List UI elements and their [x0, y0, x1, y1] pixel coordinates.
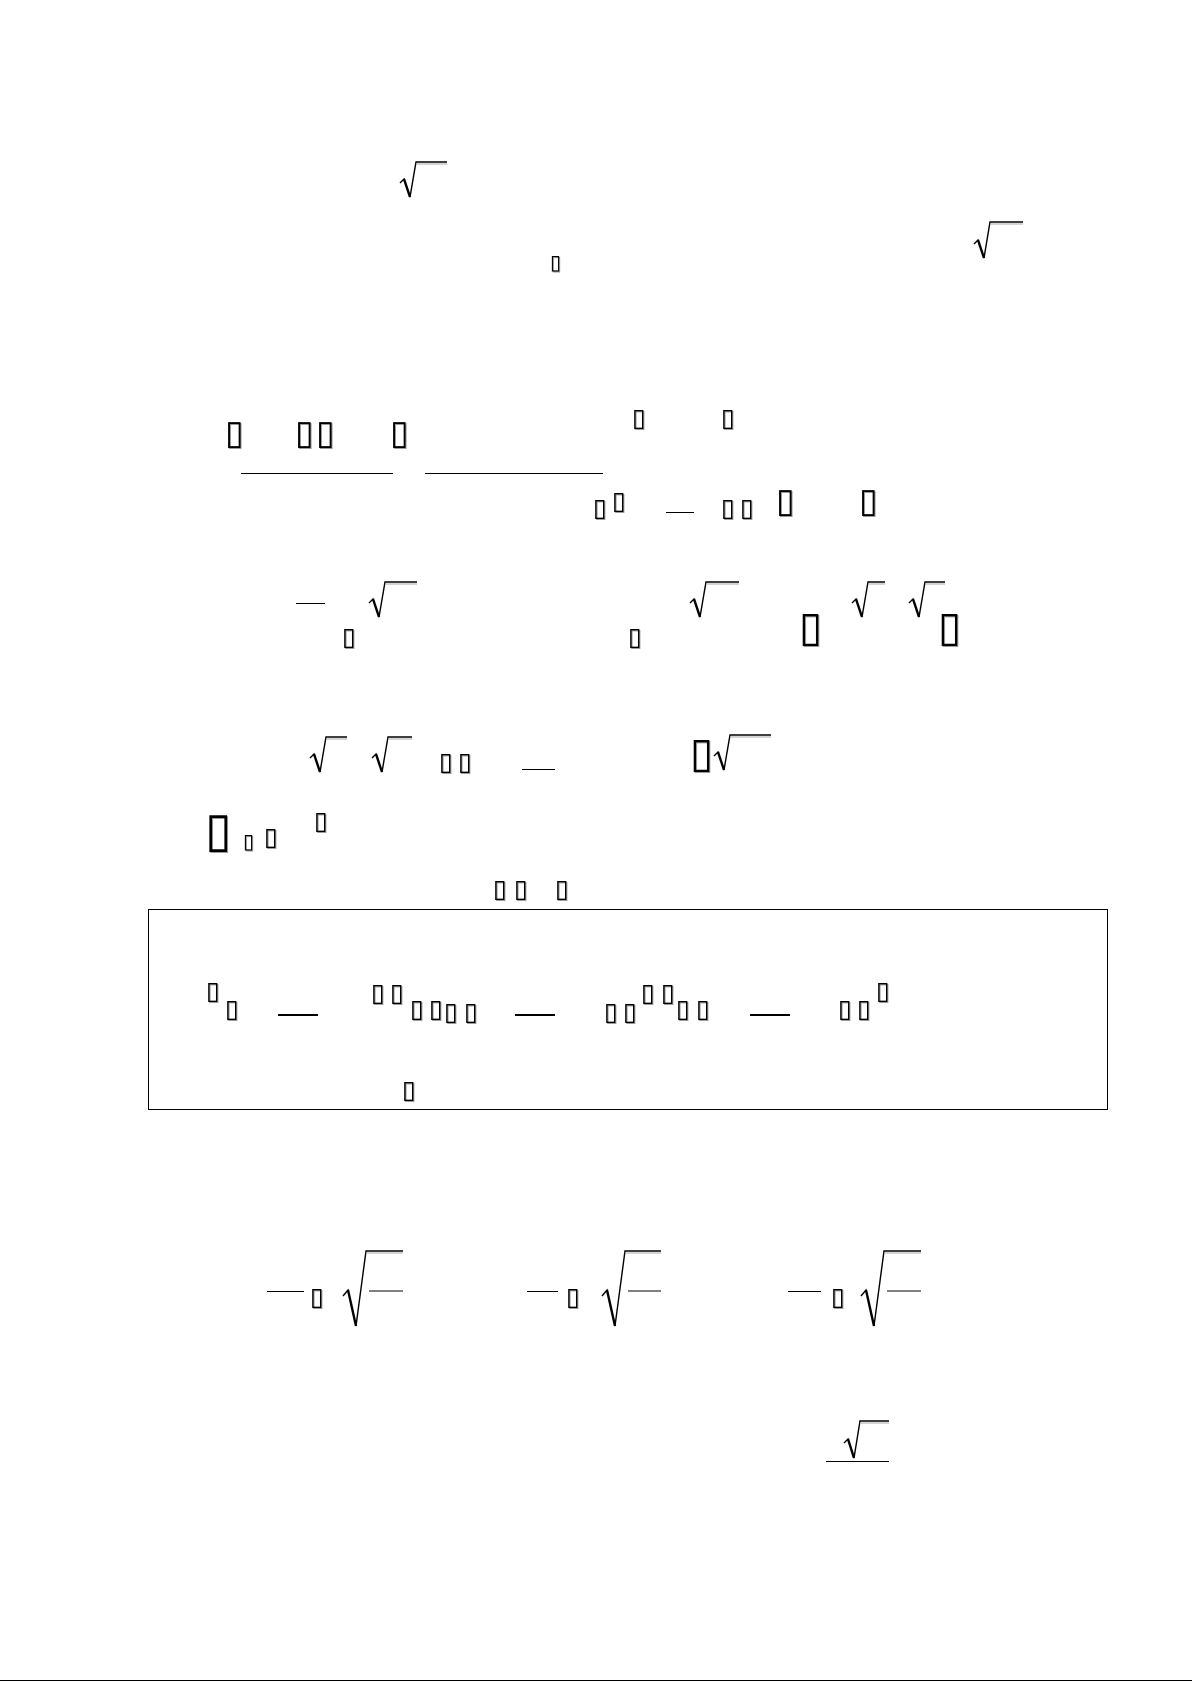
unrendered-glyph: ▯: [721, 493, 735, 522]
unrendered-glyph: ▯: [641, 978, 655, 1007]
unrendered-glyph: ▯: [316, 413, 335, 453]
unrendered-glyph: ▯: [604, 997, 618, 1026]
unrendered-glyph: ▯: [429, 994, 443, 1023]
unrendered-glyph: ▯: [721, 403, 735, 432]
square-root-sign: [713, 734, 771, 771]
fraction-bar: [826, 1461, 889, 1462]
unrendered-glyph: ▯: [371, 978, 385, 1007]
unrendered-glyph: ▯: [310, 1282, 324, 1311]
unrendered-glyph: ▯: [876, 976, 890, 1005]
unrendered-glyph: ▯: [402, 1075, 416, 1104]
unrendered-glyph: ▯: [225, 994, 239, 1023]
unrendered-glyph: ▯: [938, 602, 962, 651]
unrendered-glyph: ▯: [676, 994, 690, 1023]
unrendered-glyph: ▯: [799, 602, 823, 651]
unrendered-glyph: ▯: [206, 976, 220, 1005]
unrendered-glyph: ▯: [410, 994, 424, 1023]
unrendered-glyph: ▯: [690, 728, 714, 777]
unrendered-glyph: ▯: [444, 997, 458, 1026]
fraction-bar: [527, 1291, 558, 1292]
unrendered-glyph: ▯: [831, 1282, 845, 1311]
unrendered-glyph: ▯: [566, 1282, 580, 1311]
unrendered-glyph: ▯: [555, 874, 569, 903]
fraction-bar: [425, 473, 603, 474]
fraction-bar: [788, 1291, 821, 1292]
unrendered-glyph: ▯: [632, 403, 646, 432]
unrendered-glyph: ▯: [859, 481, 878, 521]
unrendered-glyph: ▯: [593, 493, 607, 522]
square-root-sign: [843, 1420, 889, 1459]
square-root-sign: [689, 581, 739, 618]
unrendered-glyph: ▯: [661, 978, 675, 1007]
unrendered-glyph: ▯: [514, 874, 528, 903]
unrendered-glyph: ▯: [838, 994, 852, 1023]
square-root-sign: [371, 736, 412, 773]
unrendered-glyph: ▯: [225, 413, 244, 453]
unrendered-glyph: ▯: [458, 747, 472, 776]
unrendered-glyph: ▯: [493, 874, 507, 903]
unrendered-glyph: ▯: [342, 622, 356, 651]
square-root-sign: [399, 161, 447, 198]
unrendered-glyph: ▯: [264, 822, 278, 851]
unrendered-glyph: ▯: [696, 994, 710, 1023]
square-root-sign: [601, 1250, 661, 1327]
unrendered-glyph: ▯: [205, 802, 232, 858]
unrendered-glyph: ▯: [314, 806, 328, 835]
unrendered-glyph: ▯: [628, 622, 642, 651]
unrendered-glyph: ▯: [740, 493, 754, 522]
fraction-bar: [522, 769, 555, 770]
fraction-bar: [750, 1014, 790, 1016]
unrendered-glyph: ▯: [612, 486, 626, 515]
square-root-sign: [973, 221, 1023, 259]
unrendered-glyph: ▯: [439, 747, 453, 776]
unrendered-glyph: ▯: [390, 413, 409, 453]
unrendered-glyph: ▯: [295, 413, 314, 453]
unrendered-glyph: ▯: [550, 250, 562, 274]
square-root-sign: [368, 581, 417, 618]
fraction-bar: [515, 1014, 555, 1016]
square-root-sign: [851, 581, 885, 618]
fraction-bar: [666, 512, 694, 513]
unrendered-glyph: ▯: [857, 994, 871, 1023]
unrendered-glyph: ▯: [390, 978, 404, 1007]
square-root-sign: [860, 1250, 921, 1327]
fraction-bar: [241, 473, 393, 474]
fraction-bar: [267, 1291, 304, 1292]
unrendered-glyph: ▯: [776, 481, 795, 521]
fraction-bar: [296, 603, 325, 604]
footer-rule: [0, 1680, 1192, 1681]
unrendered-glyph: ▯: [243, 829, 255, 853]
fraction-bar: [278, 1014, 318, 1016]
unrendered-glyph: ▯: [623, 997, 637, 1026]
unrendered-glyph: ▯: [464, 997, 478, 1026]
square-root-sign: [342, 1250, 403, 1327]
square-root-sign: [309, 736, 347, 773]
